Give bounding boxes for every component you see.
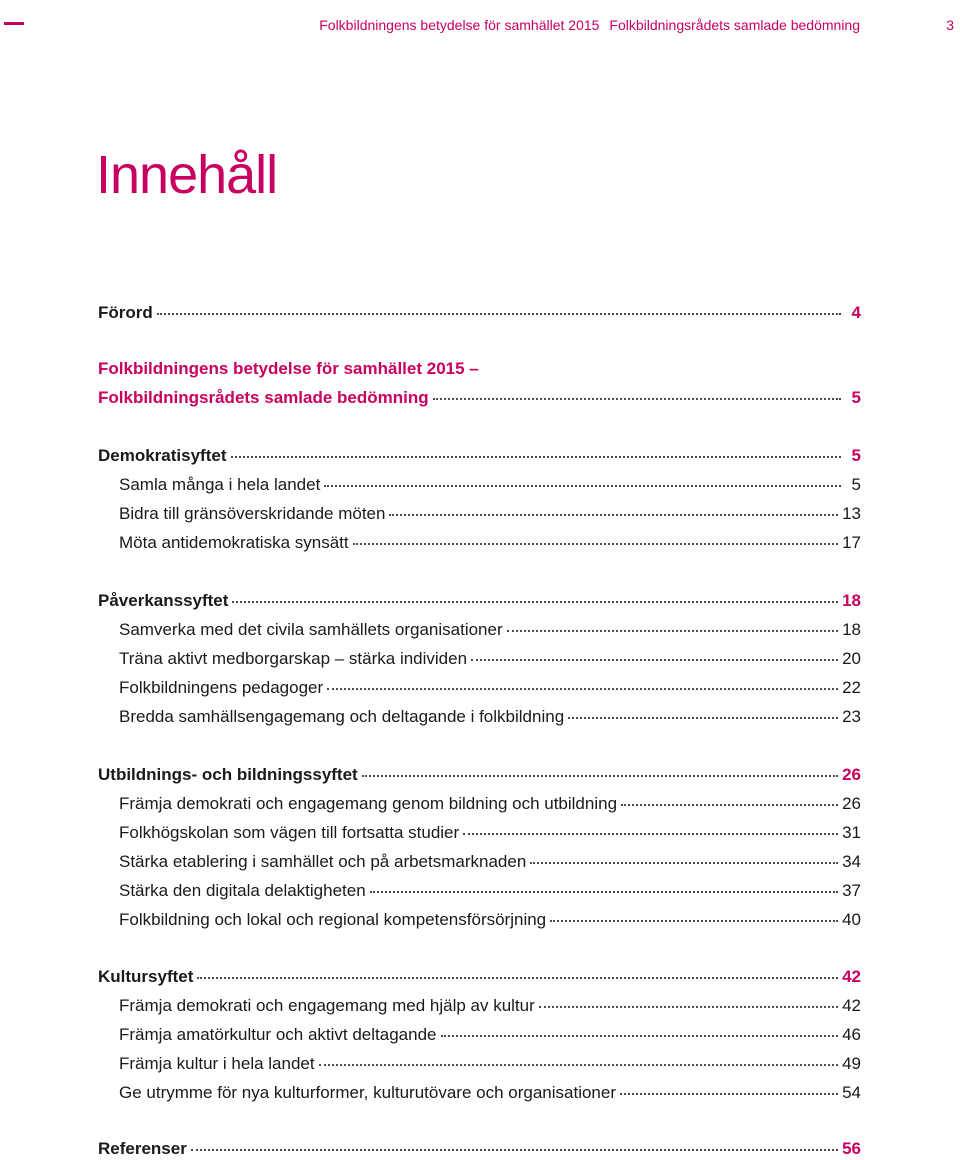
toc-entry-label: Samla många i hela landet <box>119 475 321 494</box>
dot-leader <box>231 452 842 458</box>
dot-leader <box>197 973 838 979</box>
accent-dash <box>4 22 24 25</box>
toc-entry-page: 26 <box>842 765 861 784</box>
dot-leader <box>539 1002 838 1008</box>
toc-entry-page: 20 <box>842 649 861 668</box>
dot-leader <box>620 1089 838 1095</box>
toc-entry-page: 22 <box>842 678 861 697</box>
toc-major-line1: Folkbildningens betydelse för samhället 2015 – <box>98 359 479 378</box>
toc-entry[interactable] <box>119 793 861 815</box>
dot-leader <box>319 1060 838 1066</box>
dot-leader <box>232 597 838 603</box>
dot-leader <box>507 626 838 632</box>
toc-entry[interactable] <box>119 822 861 844</box>
toc-entry-report[interactable] <box>98 387 861 409</box>
toc-entry-label: Påverkanssyftet <box>98 591 229 610</box>
toc-entry-page: 5 <box>851 446 861 465</box>
dot-leader <box>370 887 838 893</box>
dot-leader <box>471 655 838 661</box>
dot-leader <box>441 1031 839 1037</box>
toc-entry-label: Samverka med det civila samhällets organisationer <box>119 620 503 639</box>
toc-entry-label: Bidra till gränsöverskridande möten <box>119 504 386 523</box>
toc-entry-label: Främja kultur i hela landet <box>119 1054 315 1073</box>
toc-entry-page: 5 <box>851 388 861 407</box>
toc-entry-page: 40 <box>842 910 861 929</box>
toc-entry-label: Möta antidemokratiska synsätt <box>119 533 349 552</box>
toc-entry-label: Kultursyftet <box>98 967 194 986</box>
table-of-contents <box>98 0 861 1159</box>
toc-entry-label: Träna aktivt medborgarskap – stärka individen <box>119 649 468 668</box>
dot-leader <box>389 510 838 516</box>
dot-leader <box>353 539 838 545</box>
dot-leader <box>568 713 838 719</box>
toc-entry-page: 42 <box>842 967 861 986</box>
toc-entry-label: Folkbildning och lokal och regional kompetensförsörjning <box>119 910 547 929</box>
toc-entry-label: Bredda samhällsengagemang och deltagande i folkbildning <box>119 707 565 726</box>
toc-entry-label: Folkhögskolan som vägen till fortsatta studier <box>119 823 460 842</box>
dot-leader <box>433 394 841 400</box>
toc-entry-label: Främja demokrati och engagemang genom bildning och utbildning <box>119 794 618 813</box>
toc-entry-page: 31 <box>842 823 861 842</box>
dot-leader <box>327 684 838 690</box>
page-title: Innehåll <box>96 145 278 205</box>
toc-entry[interactable] <box>119 648 861 670</box>
toc-entry[interactable] <box>119 995 861 1017</box>
toc-entry-page: 56 <box>842 1139 861 1158</box>
toc-entry-page: 49 <box>842 1054 861 1073</box>
toc-entry-page: 23 <box>842 707 861 726</box>
section-title: Folkbildningsrådets samlade bedömning <box>609 17 860 33</box>
toc-entry-page: 18 <box>842 620 861 639</box>
toc-entry-label: Förord <box>98 303 153 322</box>
toc-entry-page: 34 <box>842 852 861 871</box>
toc-entry[interactable] <box>119 1082 861 1104</box>
toc-entry-foreword[interactable] <box>98 302 861 324</box>
toc-entry-page: 5 <box>851 475 861 494</box>
toc-entry[interactable] <box>119 1024 861 1046</box>
dot-leader <box>621 800 838 806</box>
toc-entry-references[interactable] <box>98 1138 861 1160</box>
dot-leader <box>550 916 838 922</box>
toc-section-demokratisyftet[interactable] <box>98 445 861 467</box>
dot-leader <box>530 858 838 864</box>
toc-entry-label: Utbildnings- och bildningssyftet <box>98 765 358 784</box>
page-number: 3 <box>946 17 954 33</box>
toc-entry-page: 13 <box>842 504 861 523</box>
toc-entry[interactable] <box>119 677 861 699</box>
toc-entry-label: Folkbildningens pedagoger <box>119 678 324 697</box>
toc-entry[interactable] <box>119 851 861 873</box>
toc-entry[interactable] <box>119 474 861 496</box>
toc-section-paverkanssyftet[interactable] <box>98 590 861 612</box>
report-title: Folkbildningens betydelse för samhället 2015 <box>319 17 600 33</box>
toc-section-kultursyftet[interactable] <box>98 966 861 988</box>
toc-entry-label: Stärka den digitala delaktigheten <box>119 881 366 900</box>
dot-leader <box>362 771 838 777</box>
toc-entry-label: Främja demokrati och engagemang med hjälp av kultur <box>119 996 535 1015</box>
toc-entry-page: 37 <box>842 881 861 900</box>
toc-entry-page: 4 <box>851 303 861 322</box>
toc-section-utbildningssyftet[interactable] <box>98 764 861 786</box>
toc-entry-label: Folkbildningsrådets samlade bedömning <box>98 388 429 407</box>
toc-entry-page: 18 <box>842 591 861 610</box>
toc-entry-page: 54 <box>842 1083 861 1102</box>
toc-entry[interactable] <box>119 1053 861 1075</box>
dot-leader <box>157 309 841 315</box>
toc-entry[interactable] <box>119 880 861 902</box>
toc-entry[interactable] <box>119 532 861 554</box>
toc-entry-page: 42 <box>842 996 861 1015</box>
toc-entry-page: 17 <box>842 533 861 552</box>
toc-entry-label: Ge utrymme för nya kulturformer, kulturutövare och organisationer <box>119 1083 616 1102</box>
toc-entry[interactable] <box>119 619 861 641</box>
toc-entry-label: Stärka etablering i samhället och på arbetsmarknaden <box>119 852 527 871</box>
dot-leader <box>191 1145 838 1151</box>
dot-leader <box>324 481 841 487</box>
toc-entry-label: Referenser <box>98 1139 187 1158</box>
toc-entry-label: Demokratisyftet <box>98 446 227 465</box>
toc-entry[interactable] <box>119 706 861 728</box>
toc-entry-label: Främja amatörkultur och aktivt deltagande <box>119 1025 437 1044</box>
toc-entry[interactable] <box>119 909 861 931</box>
toc-entry-page: 26 <box>842 794 861 813</box>
toc-entry[interactable] <box>119 503 861 525</box>
toc-entry-page: 46 <box>842 1025 861 1044</box>
dot-leader <box>463 829 838 835</box>
